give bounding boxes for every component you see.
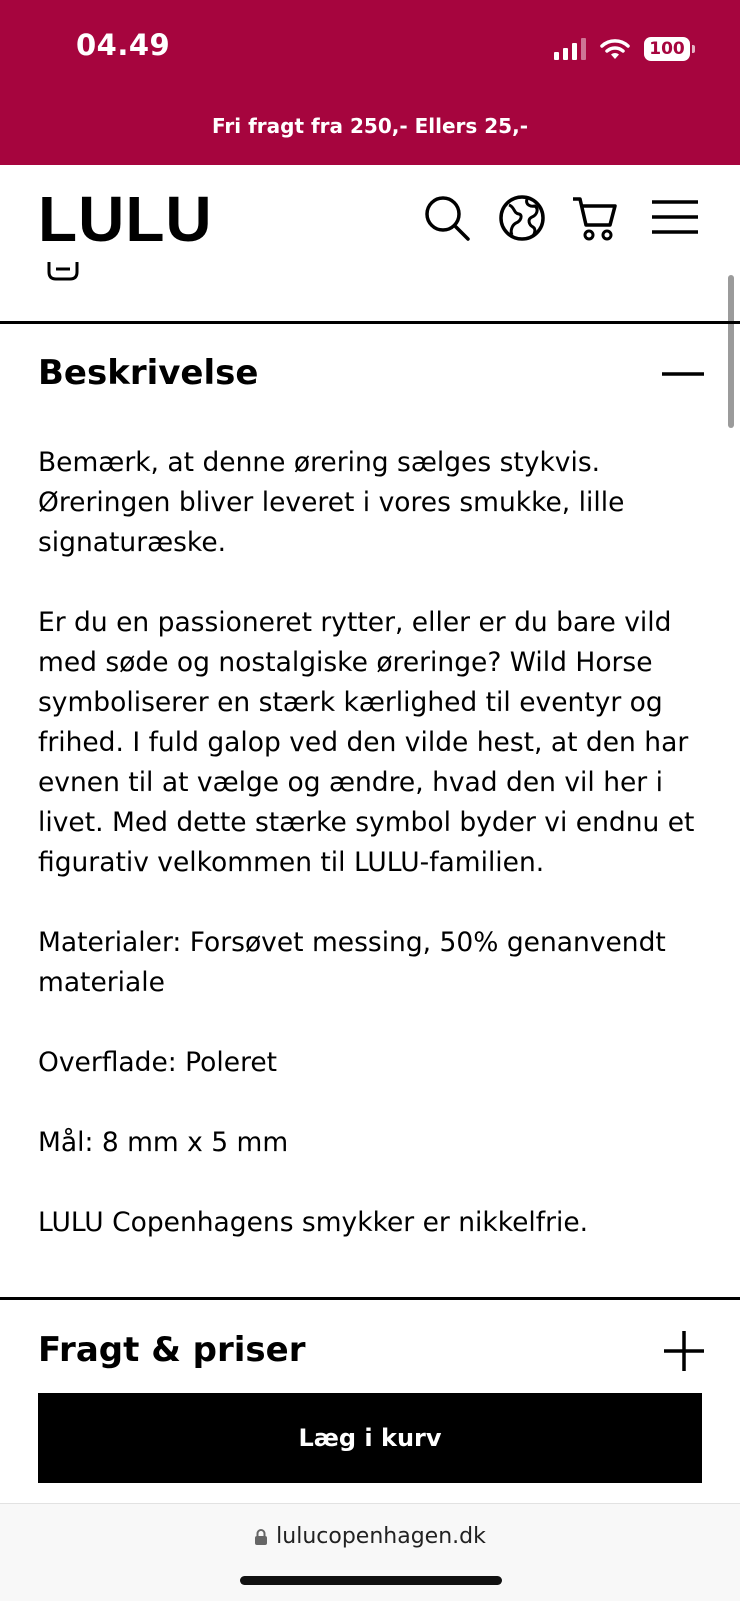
address-bar[interactable] <box>0 1524 740 1549</box>
search-icon[interactable] <box>422 193 472 243</box>
cart-icon[interactable] <box>570 193 620 243</box>
description-paragraph: Bemærk, at denne ørering sælges stykvis. Øreringen bliver leveret i vores smukke, lille signaturæske. <box>38 447 625 558</box>
description-title[interactable]: Beskrivelse <box>38 353 259 393</box>
description-paragraph: Materialer: Forsøvet messing, 50% genanvendt materiale <box>38 927 666 998</box>
wifi-icon <box>600 38 630 60</box>
site-header <box>0 165 740 265</box>
site-logo[interactable]: LULU <box>38 183 213 255</box>
cellular-signal-icon <box>554 38 586 60</box>
section-divider-bottom <box>0 1297 740 1300</box>
scrollbar[interactable] <box>728 275 734 428</box>
section-divider-top <box>0 321 740 324</box>
plus-icon[interactable] <box>664 1331 704 1371</box>
status-time: 04.49 <box>76 28 171 62</box>
minus-icon[interactable] <box>662 364 704 384</box>
description-paragraph: Mål: 8 mm x 5 mm <box>38 1127 289 1158</box>
browser-bar <box>0 1503 740 1601</box>
top-band <box>0 0 740 165</box>
battery-indicator: 100 <box>644 37 690 61</box>
description-paragraph: LULU Copenhagens smykker er nikkelfrie. <box>38 1207 589 1238</box>
home-indicator[interactable] <box>240 1576 502 1585</box>
add-to-cart-button[interactable]: Læg i kurv <box>38 1393 702 1483</box>
globe-icon[interactable] <box>497 193 547 243</box>
shipping-title[interactable]: Fragt & priser <box>38 1330 306 1370</box>
description-paragraph: Er du en passioneret rytter, eller er du bare vild med søde og nostalgiske øreringe? Wild Horse symboliserer en stærk kærlighed til eventyr og frihed. I fuld galop ved den vilde hest, at den har evnen til at vælge og ændre, hvad den vil her i livet. Med dette stærke symbol byder vi endnu et figurativ velkommen til LULU-familien. <box>38 607 695 878</box>
description-paragraph: Overflade: Poleret <box>38 1047 278 1078</box>
status-icons <box>554 36 690 62</box>
url-text: lulucopenhagen.dk <box>276 1524 486 1549</box>
description-body <box>38 443 698 1243</box>
partial-box-icon <box>46 262 80 282</box>
promo-text[interactable]: Fri fragt fra 250,- Ellers 25,- <box>212 114 528 138</box>
lock-icon <box>254 1528 268 1546</box>
menu-icon[interactable] <box>650 193 700 243</box>
